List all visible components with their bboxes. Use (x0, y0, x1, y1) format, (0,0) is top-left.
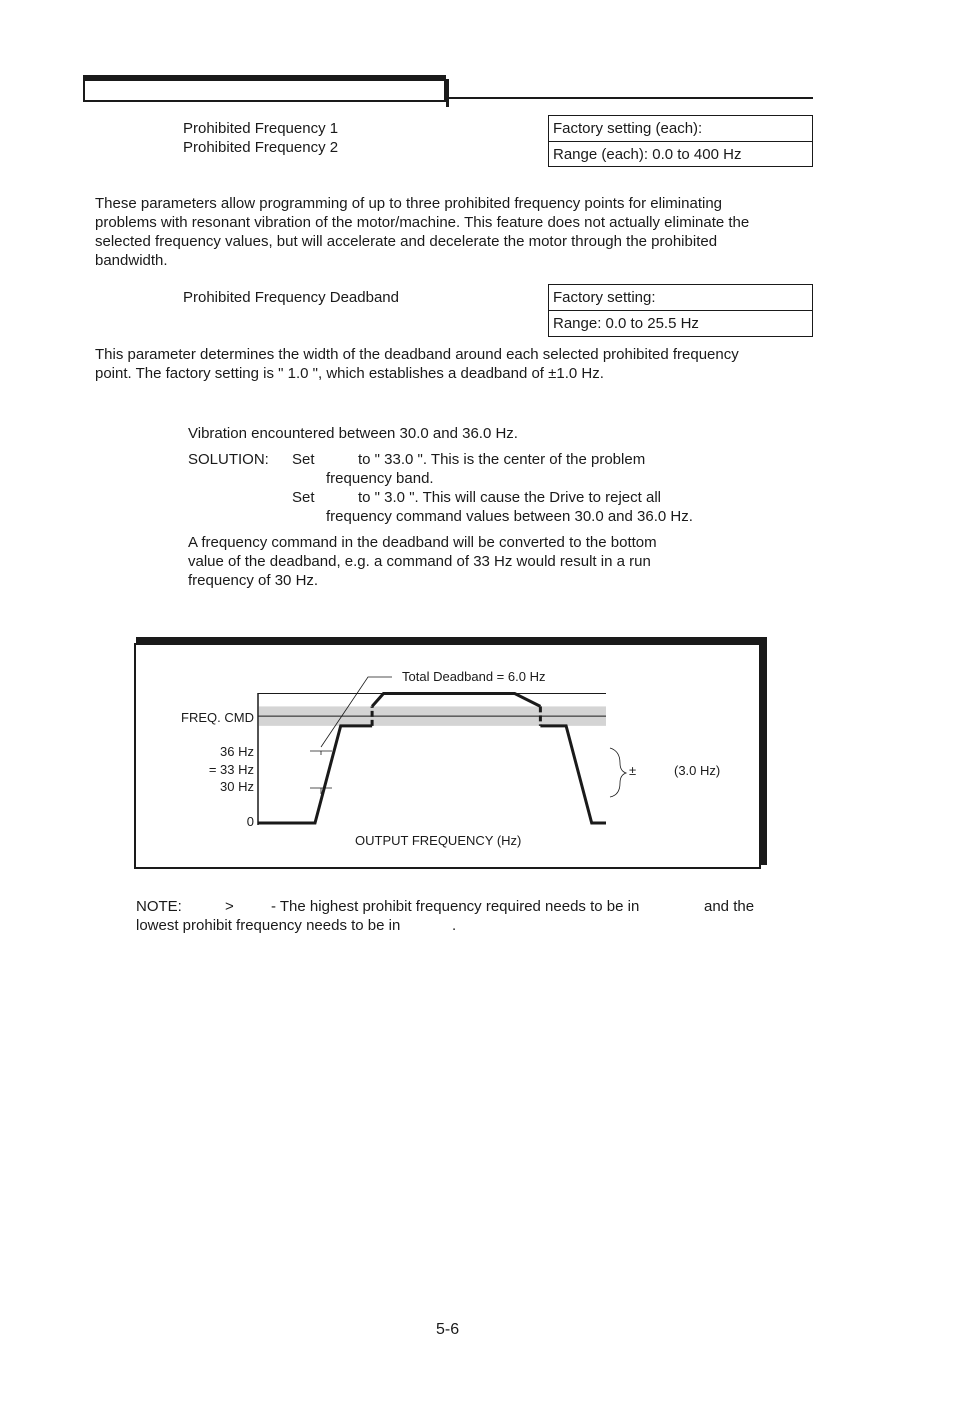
param-label-prohibited-frequency-2: Prohibited Frequency 2 (183, 139, 339, 156)
output-frequency-line (540, 726, 606, 823)
set-word-2: Set (292, 489, 315, 506)
annotation-plus-minus: ± (629, 763, 637, 778)
x-axis-label: OUTPUT FREQUENCY (Hz) (355, 833, 522, 848)
factory-setting-label: Factory setting: (553, 289, 656, 306)
example-note-line: frequency of 30 Hz. (188, 572, 319, 589)
header-rule (449, 97, 813, 99)
annotation-3hz: (3.0 Hz) (674, 763, 721, 778)
deadband-chart (136, 645, 759, 867)
deadband-brace (610, 748, 626, 797)
settings-box-2 (548, 284, 813, 337)
set-cont-1: frequency band. (326, 470, 434, 487)
output-frequency-line (372, 694, 540, 707)
para-1-line: problems with resonant vibration of the motor/machine. This feature does not actually eliminate the (95, 214, 750, 231)
para-2-line: This parameter determines the width of the deadband around each selected prohibited frequency (95, 346, 739, 363)
ytick-freq-cmd: FREQ. CMD (181, 710, 254, 725)
example-note (188, 533, 657, 590)
para-2-line: point. The factory setting is " 1.0 ", which establishes a deadband of ±1.0 Hz. (95, 365, 604, 382)
range-label: Range (each): 0.0 to 400 Hz (549, 141, 812, 166)
note-line-1: - The highest prohibit frequency required needs to be in (271, 898, 640, 915)
set-value-1: to " 33.0 ". This is the center of the problem (358, 451, 646, 468)
figure-shadow-right (761, 637, 767, 865)
example-note-line: value of the deadband, e.g. a command of 33 Hz would result in a run (188, 553, 651, 570)
ytick-36hz: 36 Hz (220, 744, 254, 759)
page-number: 5-6 (436, 1321, 460, 1338)
param-label-deadband: Prohibited Frequency Deadband (183, 289, 399, 306)
description-paragraph-2 (95, 345, 815, 383)
ytick-33hz: = 33 Hz (208, 762, 254, 777)
factory-setting-label: Factory setting (each): (553, 120, 703, 137)
section-header-tab (83, 75, 446, 102)
param-label-prohibited-frequency-1: Prohibited Frequency 1 (183, 120, 339, 137)
ytick-30hz: 30 Hz (220, 779, 254, 794)
note-gt: > (225, 898, 234, 915)
para-1-line: These parameters allow programming of up to three prohibited frequency points for eliminating (95, 195, 722, 212)
settings-box-1 (548, 115, 813, 167)
note-line-2: lowest prohibit frequency needs to be in (136, 917, 401, 934)
example-problem: Vibration encountered between 30.0 and 36.0 Hz. (188, 425, 518, 442)
example-note-line: A frequency command in the deadband will be converted to the bottom (188, 534, 657, 551)
range-label: Range: 0.0 to 25.5 Hz (549, 310, 812, 335)
para-1-line: selected frequency values, but will accelerate and decelerate the motor through the prohibited (95, 233, 718, 250)
annotation-total-deadband: Total Deadband = 6.0 Hz (402, 669, 546, 684)
set-value-2: to " 3.0 ". This will cause the Drive to reject all (358, 489, 661, 506)
ytick-zero: 0 (246, 814, 254, 829)
note-label: NOTE: (136, 898, 182, 915)
output-frequency-line (258, 726, 372, 823)
note-line-1-tail: and the (704, 898, 755, 915)
note-line-2-tail: . (452, 917, 457, 934)
set-word-1: Set (292, 451, 315, 468)
solution-label: SOLUTION: (188, 451, 269, 468)
set-cont-2: frequency command values between 30.0 and 36.0 Hz. (326, 508, 693, 525)
para-1-line: bandwidth. (95, 252, 168, 269)
description-paragraph-1 (95, 194, 815, 270)
